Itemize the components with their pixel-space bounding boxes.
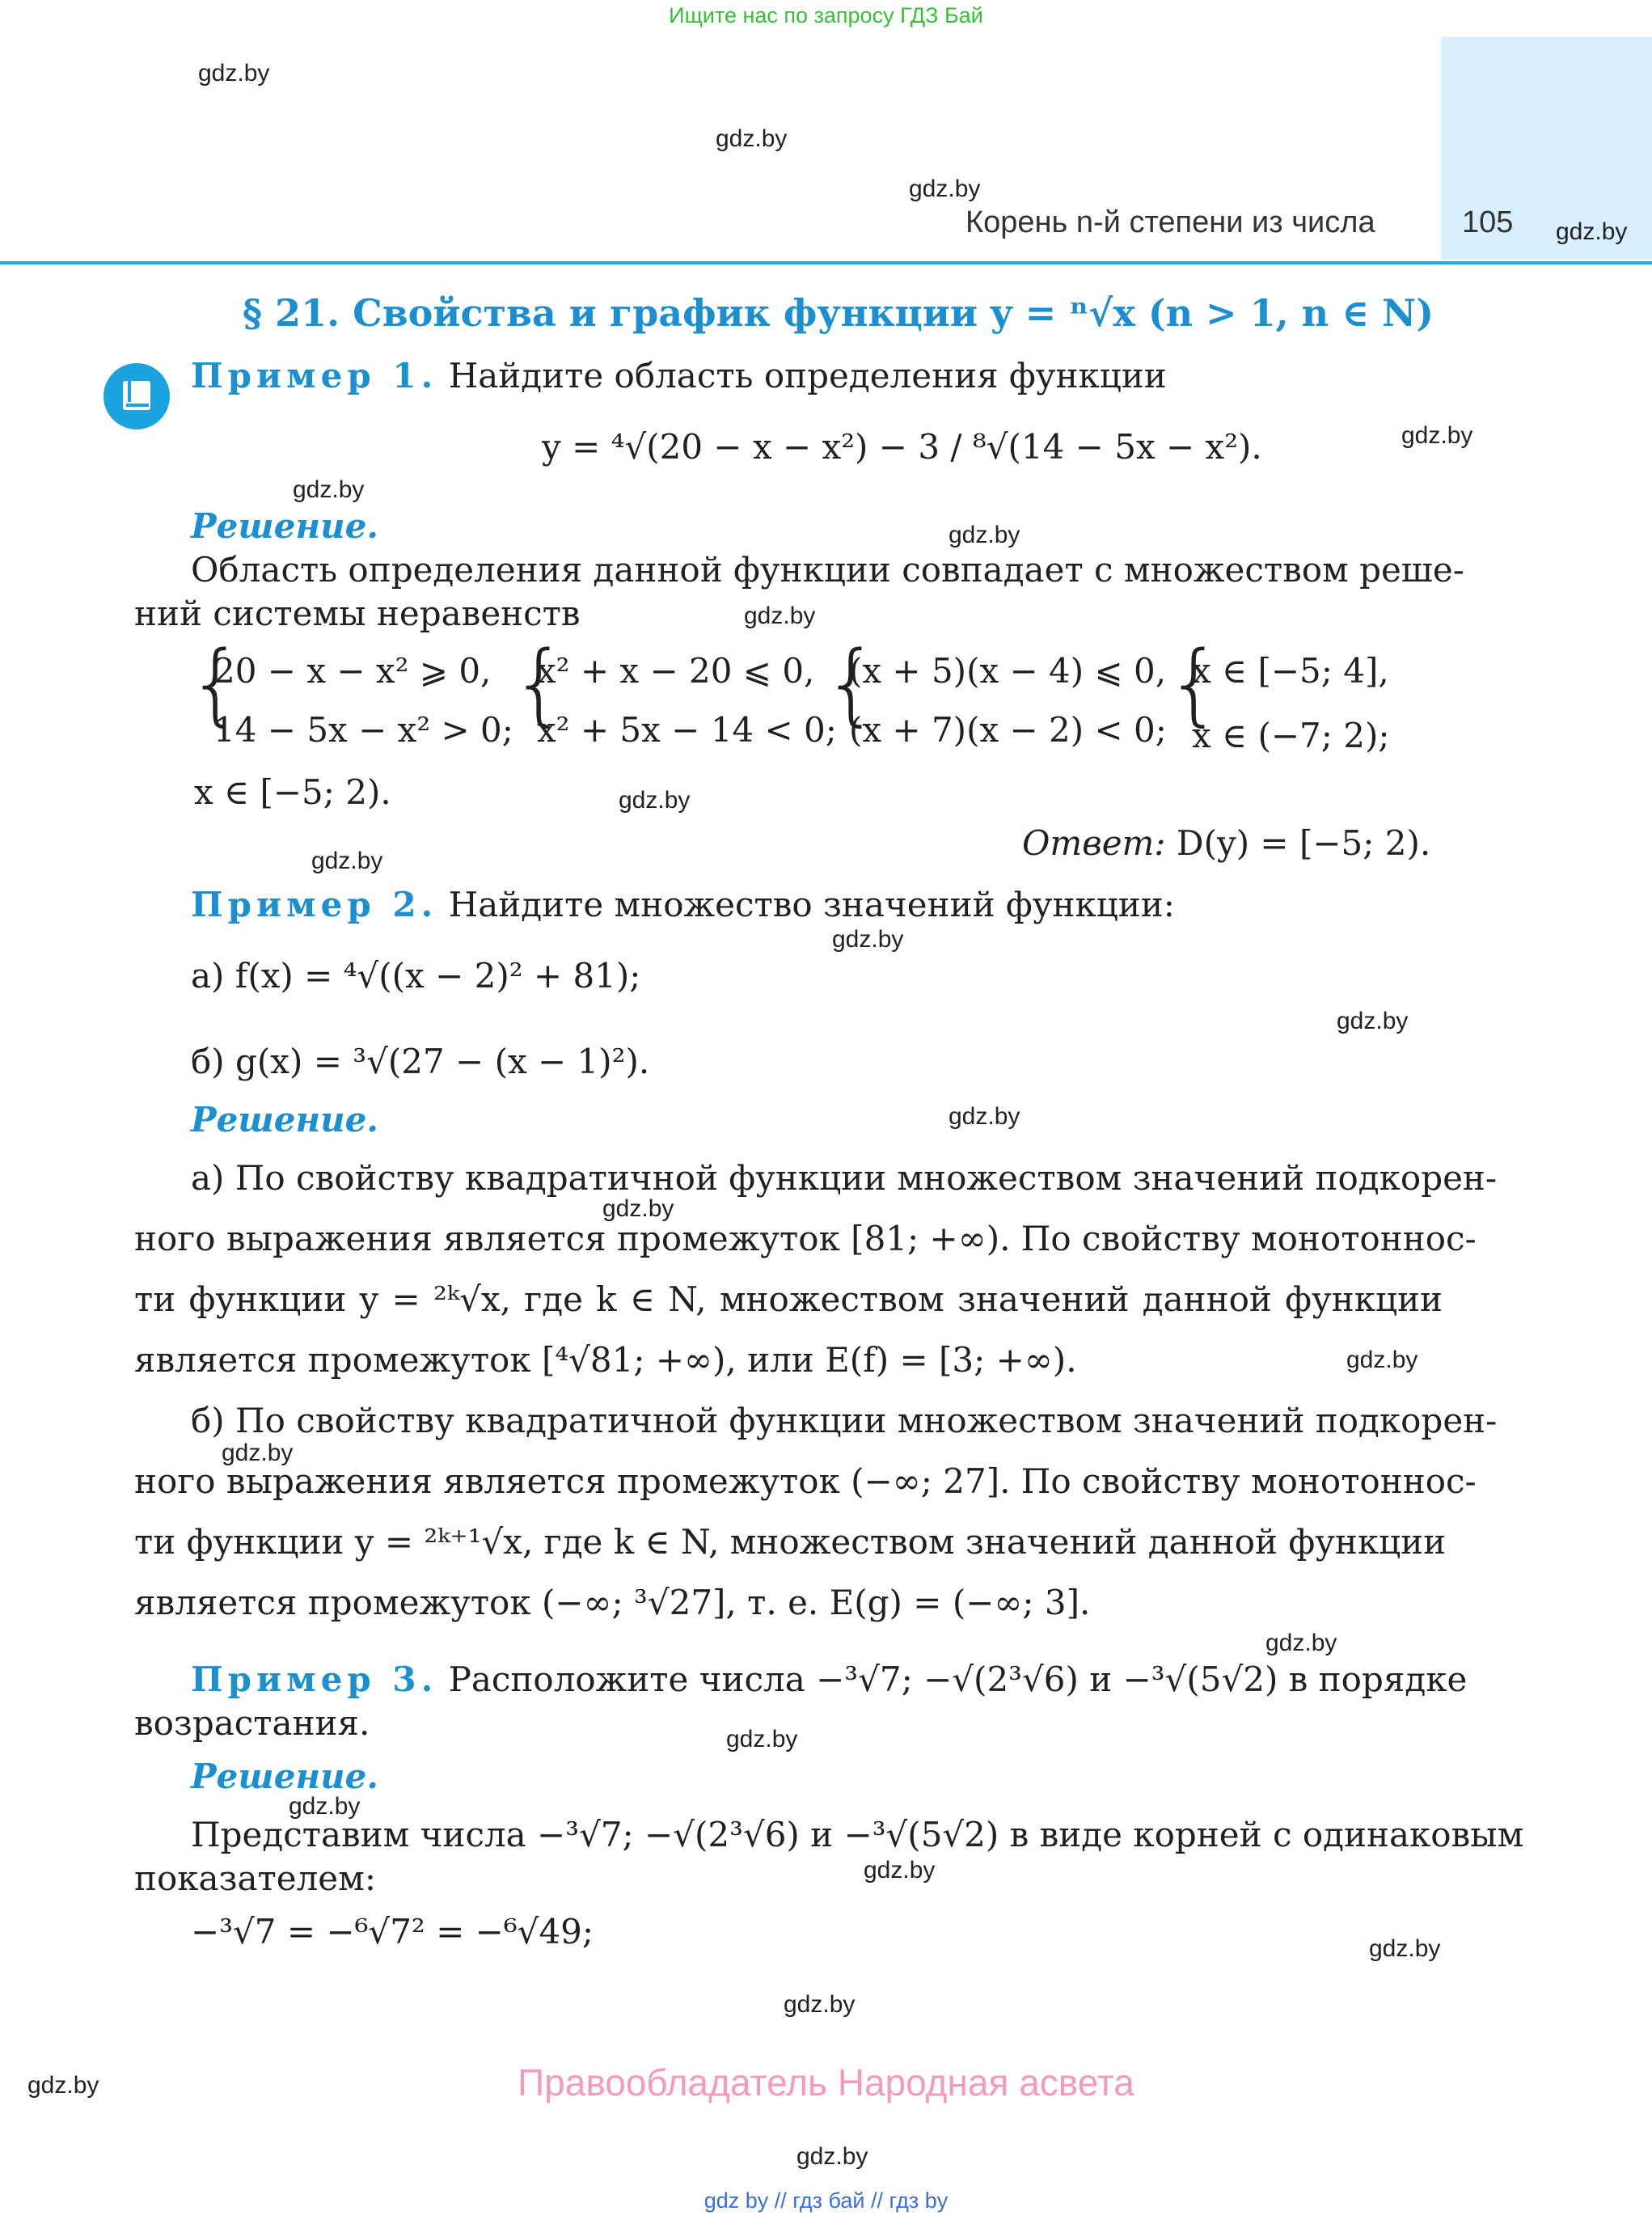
- example2-pb-line2: ного выражения является промежуток (−∞; 27]. По свойству монотоннос-: [134, 1461, 1477, 1501]
- answer-label: Ответ:: [1022, 823, 1166, 863]
- example1-text-line1: Область определения данной функции совпадает с множеством реше-: [191, 550, 1464, 590]
- system1-row2: 14 − 5x − x² > 0;: [213, 710, 513, 750]
- example2-pa-line3: ти функции y = ²ᵏ√x, где k ∈ N, множеством значений данной функции: [134, 1279, 1443, 1319]
- example2-header: [191, 885, 1175, 924]
- watermark: gdz.by: [726, 1726, 798, 1753]
- system2-row2: x² + 5x − 14 < 0;: [537, 710, 837, 750]
- system1-row1: 20 − x − x² ⩾ 0,: [213, 651, 492, 691]
- watermark: gdz.by: [289, 1793, 361, 1820]
- header-rule: [0, 261, 1652, 264]
- answer-value: D(y) = [−5; 2).: [1176, 823, 1431, 863]
- example2-pb-line4: является промежуток (−∞; ³√27], т. е. E(g) = (−∞; 3].: [134, 1583, 1091, 1622]
- example1-answer: [1022, 823, 1430, 863]
- watermark: gdz.by: [619, 787, 691, 814]
- example1-text-line2: ний системы неравенств: [134, 594, 581, 633]
- example1-solution-label: Решение.: [191, 506, 378, 546]
- example1-task: Найдите область определения функции: [448, 356, 1167, 395]
- example2-pb-line1: б) По свойству квадратичной функции множеством значений подкорен-: [191, 1401, 1498, 1440]
- system-brace: {: [511, 632, 568, 735]
- watermark: gdz.by: [716, 125, 788, 152]
- watermark: gdz.by: [949, 522, 1020, 548]
- system3-row1: (x + 5)(x − 4) ⩽ 0,: [849, 651, 1167, 691]
- system4-row1: x ∈ [−5; 4],: [1192, 651, 1389, 691]
- example2-solution-label: Решение.: [191, 1100, 378, 1139]
- system-brace: {: [1166, 632, 1223, 735]
- system-brace: {: [188, 632, 244, 735]
- watermark: gdz.by: [1401, 422, 1473, 449]
- example3-header: [191, 1660, 1467, 1699]
- watermark: gdz.by: [832, 926, 904, 953]
- watermark: gdz.by: [1265, 1630, 1337, 1656]
- example2-task: Найдите множество значений функции:: [448, 885, 1175, 924]
- example3-line1: Представим числа −³√7; −√(2³√6) и −³√(5√2) в виде корней с одинаковым: [191, 1815, 1524, 1854]
- watermark: gdz.by: [602, 1195, 674, 1222]
- example2-pa-line2: ного выражения является промежуток [81; +∞). По свойству монотоннос-: [134, 1219, 1477, 1258]
- section-title: § 21. Свойства и график функции y = ⁿ√x (n > 1, n ∈ N): [243, 291, 1434, 335]
- top-banner[interactable]: Ищите нас по запросу ГДЗ Бай: [669, 3, 983, 27]
- watermark: gdz.by: [222, 1440, 294, 1466]
- watermark: gdz.by: [198, 60, 270, 87]
- running-title: Корень n-й степени из числа: [965, 205, 1375, 239]
- system4-row2: x ∈ (−7; 2);: [1192, 716, 1390, 755]
- example2-part-b: б) g(x) = ³√(27 − (x − 1)²).: [191, 1042, 650, 1081]
- example3-line2: показателем:: [134, 1858, 376, 1898]
- example1-formula: y = ⁴√(20 − x − x²) − 3 / ⁸√(14 − 5x − x²).: [542, 427, 1262, 467]
- watermark: gdz.by: [909, 175, 981, 202]
- book-icon: [104, 363, 170, 429]
- watermark: gdz.by: [1556, 218, 1628, 245]
- copyright: Правообладатель Народная асвета: [518, 2061, 1134, 2103]
- example2-pa-line1: а) По свойству квадратичной функции множеством значений подкорен-: [191, 1158, 1498, 1198]
- watermark: gdz.by: [1337, 1008, 1409, 1034]
- bottom-banner[interactable]: gdz by // гдз бай // гдз by: [703, 2188, 949, 2213]
- example3-line3: −³√7 = −⁶√7² = −⁶√49;: [191, 1912, 594, 1951]
- watermark: gdz.by: [744, 603, 816, 629]
- system2-row1: x² + x − 20 ⩽ 0,: [537, 651, 815, 691]
- watermark: gdz.by: [1369, 1935, 1441, 1962]
- system-brace: {: [823, 632, 880, 735]
- watermark: gdz.by: [27, 2072, 99, 2099]
- example2-pb-line3: ти функции y = ²ᵏ⁺¹√x, где k ∈ N, множеством значений данной функции: [134, 1522, 1447, 1562]
- system3-row2: (x + 7)(x − 2) < 0;: [849, 710, 1167, 750]
- watermark: gdz.by: [864, 1857, 936, 1884]
- page-number: 105: [1462, 205, 1514, 239]
- example1-result: x ∈ [−5; 2).: [194, 772, 391, 812]
- example1-header: [191, 356, 1167, 395]
- example3-label: Пример 3.: [191, 1660, 438, 1699]
- example2-label: Пример 2.: [191, 885, 438, 924]
- example3-task: Расположите числа −³√7; −√(2³√6) и −³√(5√2) в порядке: [448, 1660, 1468, 1699]
- example2-pa-line4: является промежуток [⁴√81; +∞), или E(f) = [3; +∞).: [134, 1340, 1077, 1380]
- watermark: gdz.by: [293, 476, 365, 503]
- example1-label: Пример 1.: [191, 356, 438, 395]
- watermark: gdz.by: [949, 1103, 1020, 1130]
- example3-task-line2: возрастания.: [134, 1703, 370, 1743]
- watermark: gdz.by: [311, 848, 383, 874]
- watermark: gdz.by: [1346, 1347, 1418, 1373]
- example2-part-a: а) f(x) = ⁴√((x − 2)² + 81);: [191, 956, 641, 996]
- watermark: gdz.by: [796, 2143, 868, 2170]
- example3-solution-label: Решение.: [191, 1757, 378, 1796]
- watermark: gdz.by: [784, 1991, 856, 2018]
